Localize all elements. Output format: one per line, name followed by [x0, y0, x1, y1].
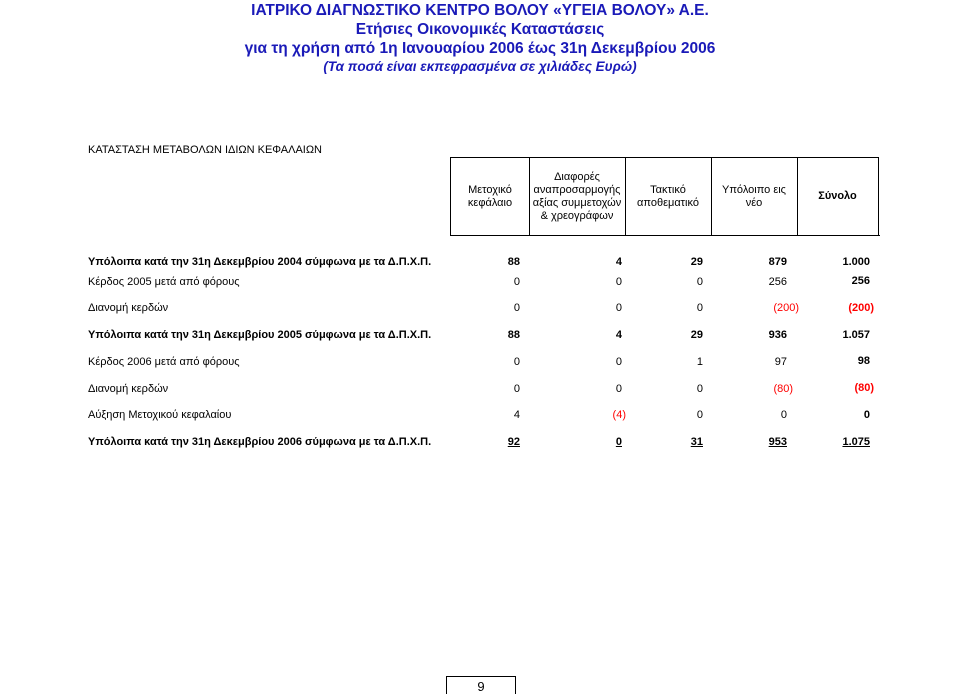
column-header-total: Σύνολο	[797, 157, 879, 235]
table-cell: 0	[615, 383, 622, 395]
row-label: Υπόλοιπα κατά την 31η Δεκεμβρίου 2006 σύμφωνα με τα Δ.Π.Χ.Π.	[88, 436, 432, 448]
column-header-retained-earnings: Υπόλοιπο εις νέο	[711, 157, 798, 235]
table-cell: 31	[690, 436, 703, 448]
table-cell: 88	[507, 329, 520, 341]
table-cell: (80)	[773, 383, 793, 395]
row-label: Αύξηση Μετοχικού κεφαλαίου	[88, 409, 232, 421]
header-divider	[450, 235, 880, 236]
table-cell: 0	[615, 356, 622, 368]
table-cell: 88	[507, 256, 520, 268]
table-cell: 0	[615, 302, 622, 314]
page-number: 9	[446, 676, 516, 694]
table-cell: 0	[863, 409, 870, 421]
table-cell: 1.075	[842, 436, 870, 448]
table-cell: (200)	[773, 302, 799, 314]
currency-note: (Τα ποσά είναι εκπεφρασμένα σε χιλιάδες Ευρώ)	[323, 59, 637, 74]
row-label: Διανομή κερδών	[88, 383, 169, 395]
table-cell: (80)	[854, 382, 874, 394]
table-cell: 879	[768, 256, 787, 268]
table-cell: (200)	[848, 302, 874, 314]
table-cell: 256	[851, 275, 870, 287]
company-title: ΙΑΤΡΙΚΟ ΔΙΑΓΝΩΣΤΙΚΟ ΚΕΝΤΡΟ ΒΟΛΟΥ «ΥΓΕΙΑ ΒΟΛΟΥ» Α.Ε.	[251, 2, 709, 19]
table-cell: 0	[513, 356, 520, 368]
table-cell: 98	[857, 355, 870, 367]
table-cell: 953	[768, 436, 787, 448]
table-cell: 0	[513, 276, 520, 288]
table-cell: 0	[696, 276, 703, 288]
table-cell: 29	[690, 329, 703, 341]
row-label: Κέρδος 2006 μετά από φόρους	[88, 356, 240, 368]
table-cell: 0	[696, 302, 703, 314]
row-label: Υπόλοιπα κατά την 31η Δεκεμβρίου 2004 σύμφωνα με τα Δ.Π.Χ.Π.	[88, 256, 432, 268]
table-cell: 1	[696, 356, 703, 368]
table-cell: 256	[768, 276, 787, 288]
table-cell: 1.000	[842, 256, 870, 268]
statement-title: ΚΑΤΑΣΤΑΣΗ ΜΕΤΑΒΟΛΩΝ ΙΔΙΩΝ ΚΕΦΑΛΑΙΩΝ	[88, 144, 323, 156]
table-cell: 92	[507, 436, 520, 448]
table-cell: 0	[696, 409, 703, 421]
table-cell: 4	[615, 256, 622, 268]
column-header-share-capital: Μετοχικό κεφάλαιο	[450, 157, 530, 235]
table-cell: 0	[513, 302, 520, 314]
period-title: για τη χρήση από 1η Ιανουαρίου 2006 έως 31η Δεκεμβρίου 2006	[244, 40, 716, 57]
column-header-revaluation: Διαφορές αναπροσαρμογής αξίας συμμετοχών & χρεογράφων	[529, 157, 626, 235]
table-cell: 4	[513, 409, 520, 421]
table-cell: 936	[768, 329, 787, 341]
report-title: Ετήσιες Οικονομικές Καταστάσεις	[355, 21, 605, 38]
table-cell: 0	[513, 383, 520, 395]
row-label: Διανομή κερδών	[88, 302, 169, 314]
row-label: Υπόλοιπα κατά την 31η Δεκεμβρίου 2005 σύμφωνα με τα Δ.Π.Χ.Π.	[88, 329, 432, 341]
table-cell: 0	[615, 276, 622, 288]
table-cell: 4	[615, 329, 622, 341]
table-cell: 29	[690, 256, 703, 268]
table-cell: (4)	[612, 409, 626, 421]
row-label: Κέρδος 2005 μετά από φόρους	[88, 276, 240, 288]
table-cell: 1.057	[842, 329, 870, 341]
table-cell: 0	[615, 436, 622, 448]
table-cell: 0	[696, 383, 703, 395]
table-cell: 0	[780, 409, 787, 421]
table-cell: 97	[774, 356, 787, 368]
column-header-legal-reserve: Τακτικό αποθεματικό	[625, 157, 712, 235]
